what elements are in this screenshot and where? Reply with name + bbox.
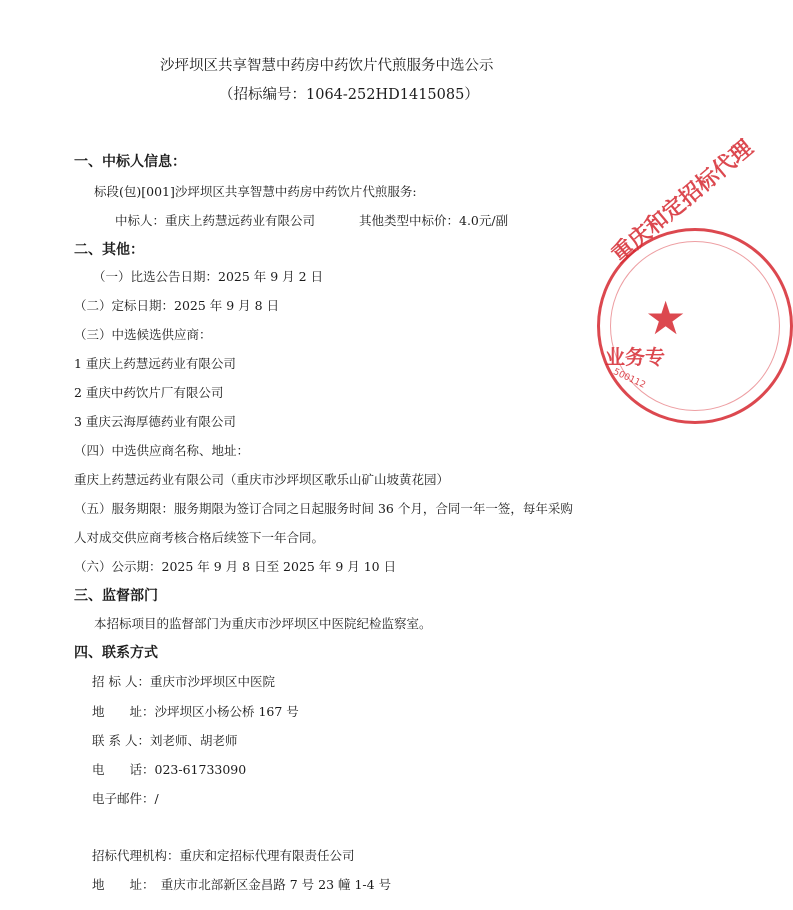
service-period: （五）服务期限：服务期限为签订合同之日起服务时间 36 个月，合同一年一签，每年采购 xyxy=(74,501,573,516)
tenderer-address: 地 址：沙坪坝区小杨公桥 167 号 xyxy=(92,704,299,719)
candidate-2: 2 重庆中药饮片厂有限公司 xyxy=(74,385,224,400)
seal-text-2: 业务专 xyxy=(605,345,665,369)
winner-line: 中标人：重庆上药慧远药业有限公司 xyxy=(115,213,316,228)
supplier-label: （四）中选供应商名称、地址： xyxy=(74,443,250,458)
publicity-period: （六）公示期：2025 年 9 月 8 日至 2025 年 9 月 10 日 xyxy=(74,559,397,574)
company-seal xyxy=(597,135,793,424)
contact-person: 联 系 人：刘老师、胡老师 xyxy=(92,733,238,748)
star-icon: ★ xyxy=(645,291,687,345)
tender-number: （招标编号：1064-252HD1415085） xyxy=(219,87,479,103)
section-3-heading: 三、监督部门 xyxy=(74,588,158,604)
section-2-heading: 二、其他： xyxy=(74,242,144,258)
seal-text: 重庆和定招标代理 xyxy=(607,135,759,268)
agency-address: 地 址： 重庆市北部新区金昌路 7 号 23 幢 1-4 号 xyxy=(92,877,392,892)
phone: 电 话：023-61733090 xyxy=(92,762,247,777)
tenderer: 招 标 人：重庆市沙坪坝区中医院 xyxy=(92,674,275,689)
supplier-address: 重庆上药慧远药业有限公司（重庆市沙坪坝区歌乐山矿山坡黄花园） xyxy=(74,472,450,487)
candidate-1: 1 重庆上药慧远药业有限公司 xyxy=(74,356,236,371)
email: 电子邮件：/ xyxy=(92,791,159,806)
winning-price: 其他类型中标价：4.0元/副 xyxy=(359,213,509,228)
service-period-cont: 人对成交供应商考核合格后续签下一年合同。 xyxy=(74,530,325,545)
section-1-heading: 一、中标人信息： xyxy=(74,154,186,170)
award-date: （二）定标日期：2025 年 9 月 8 日 xyxy=(74,298,280,313)
seal-number: 500112 xyxy=(611,367,647,391)
document-title: 沙坪坝区共享智慧中药房中药饮片代煎服务中选公示 xyxy=(160,58,494,74)
supervision-text: 本招标项目的监督部门为重庆市沙坪坝区中医院纪检监察室。 xyxy=(94,616,432,631)
lot-line: 标段(包)[001]沙坪坝区共享智慧中药房中药饮片代煎服务: xyxy=(94,184,417,199)
candidates-label: （三）中选候选供应商： xyxy=(74,327,212,342)
announcement-date: （一）比选公告日期：2025 年 9 月 2 日 xyxy=(93,269,324,284)
section-4-heading: 四、联系方式 xyxy=(74,645,158,661)
candidate-3: 3 重庆云海厚德药业有限公司 xyxy=(74,414,236,429)
agency: 招标代理机构：重庆和定招标代理有限责任公司 xyxy=(92,848,355,863)
